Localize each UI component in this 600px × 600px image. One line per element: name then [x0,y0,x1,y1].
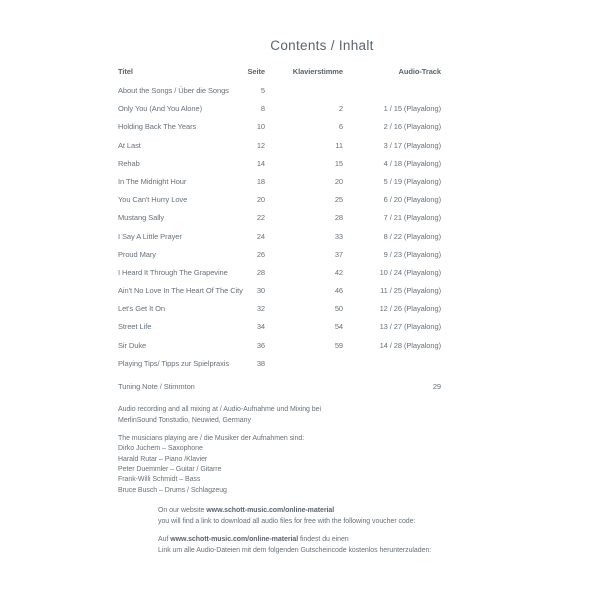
page-number: 38 [256,358,265,368]
website-info-en [158,506,415,527]
column-header-audio-track: Audio-Track [398,67,441,76]
song-title: I Say A Little Prayer [118,231,182,241]
page-number: 36 [256,340,265,350]
audio-track-number: 7 / 21 (Playalong) [383,213,441,223]
website-suffix-de: findest du einen [298,536,349,543]
song-title: Street Life [118,322,152,332]
table-row [118,341,441,359]
table-row [118,359,441,377]
song-title: I Heard It Through The Grapevine [118,267,228,277]
musicians-heading: The musicians playing are / die Musiker der Aufnahmen sind: [118,435,305,442]
song-title: Sir Duke [118,340,147,350]
column-header-klavierstimme: Klavierstimme [292,67,343,76]
musician-line: Frank-Willi Schmidt – Bass [118,476,201,484]
voucher-note-en: you will find a link to download all audio files for free with the following voucher code: [158,517,416,525]
page-number: 8 [260,104,265,114]
table-row [118,141,441,159]
table-header-row [118,67,441,86]
song-title: You Can't Hurry Love [118,195,188,205]
table-row [118,177,441,195]
website-prefix-de: Auf [158,536,171,543]
page-number: 32 [256,304,265,314]
piano-part-page-number: 25 [334,195,343,205]
page-number: 26 [256,249,265,259]
audio-track-number: 1 / 15 (Playalong) [383,104,441,114]
audio-track-number: 6 / 20 (Playalong) [383,195,441,205]
audio-track-number: 29 [432,381,441,391]
musicians-list [118,434,304,496]
audio-track-number: 8 / 22 (Playalong) [383,231,441,241]
contents-table [118,67,441,400]
page-number: 14 [256,158,265,168]
piano-part-page-number: 54 [334,322,343,332]
piano-part-page-number: 6 [338,122,343,132]
table-row [118,286,441,304]
piano-part-page-number: 46 [334,286,343,296]
page-number: 30 [256,286,265,296]
website-line-de [158,535,431,546]
table-row [118,122,441,140]
website-line-en [158,506,415,517]
table-row [118,213,441,231]
audio-track-number: 11 / 25 (Playalong) [380,286,441,296]
page-number: 28 [256,267,265,277]
song-title: Playing Tips/ Tipps zur Spielpraxis [118,358,230,368]
song-title: At Last [118,140,141,150]
website-info-de [158,535,431,556]
piano-part-page-number: 42 [334,267,343,277]
page-number: 34 [256,322,265,332]
piano-part-page-number: 11 [335,140,343,150]
column-header-seite: Seite [247,67,265,76]
table-row [118,250,441,268]
studio-info-line2: MerlinSound Tonstudio, Neuwied, Germany [118,417,251,424]
song-title: In The Midnight Hour [118,176,187,186]
musician-lines [118,444,304,496]
table-row [118,232,441,250]
page-number: 12 [256,140,265,150]
studio-info [118,404,321,426]
audio-track-number: 12 / 26 (Playalong) [379,304,441,314]
piano-part-page-number: 15 [334,158,343,168]
audio-track-number: 14 / 28 (Playalong) [379,340,441,350]
page-number: 20 [256,195,265,205]
audio-track-number: 2 / 16 (Playalong) [383,122,441,132]
website-url-de: www.schott-music.com/online-material [170,536,299,543]
table-row [118,86,441,104]
musician-line: Dirko Juchem – Saxophone [118,445,203,453]
song-title: About the Songs / Über die Songs [118,86,229,95]
piano-part-page-number: 2 [338,104,343,114]
table-row [118,268,441,286]
song-title: Let's Get It On [118,304,165,314]
voucher-note-de: Link um alle Audio-Dateien mit dem folgenden Gutscheincode kostenlos herunterzuladen: [158,546,432,554]
piano-part-page-number: 20 [334,176,343,186]
piano-part-page-number: 50 [334,304,343,314]
page-number: 18 [256,176,265,186]
table-row [118,104,441,122]
table-row [118,304,441,322]
piano-part-page-number: 33 [334,231,343,241]
song-title: Ain't No Love In The Heart Of The City [118,286,243,296]
song-title: Rehab [118,158,140,168]
table-row [118,195,441,213]
audio-track-number: 5 / 19 (Playalong) [383,176,441,186]
table-row [118,159,441,177]
page-number: 10 [256,122,265,132]
piano-part-page-number: 37 [334,249,343,259]
song-title: Only You (And You Alone) [118,104,202,114]
audio-track-number: 10 / 24 (Playalong) [379,267,441,277]
audio-track-number: 3 / 17 (Playalong) [383,140,441,150]
musician-line: Bruce Busch – Drums / Schlagzeug [118,486,227,494]
song-title: Proud Mary [118,249,156,259]
audio-track-number: 13 / 27 (Playalong) [379,322,441,332]
musician-line: Peter Duemmler – Guitar / Gitarre [118,466,222,474]
song-title: Tuning Note / Stimmton [118,381,195,391]
song-title: Mustang Sally [118,213,165,223]
song-title: Holding Back The Years [118,122,197,132]
studio-info-line1: Audio recording and all mixing at / Audio-Aufnahme und Mixing bei [118,406,321,413]
table-rows [118,86,441,400]
page-title: Contents / Inhalt [270,38,374,53]
musician-line: Harald Rutar – Piano /Klavier [118,455,208,463]
website-prefix-en: On our website [158,507,207,514]
table-row [118,382,441,400]
table-row [118,322,441,340]
page-number: 5 [260,86,265,95]
page-number: 24 [256,231,265,241]
column-header-titel: Titel [118,67,133,76]
website-url-en: www.schott-music.com/online-material [206,507,335,514]
audio-track-number: 4 / 18 (Playalong) [383,158,441,168]
piano-part-page-number: 59 [334,340,343,350]
audio-track-number: 9 / 23 (Playalong) [383,249,441,259]
piano-part-page-number: 28 [334,213,343,223]
page-number: 22 [256,213,265,223]
